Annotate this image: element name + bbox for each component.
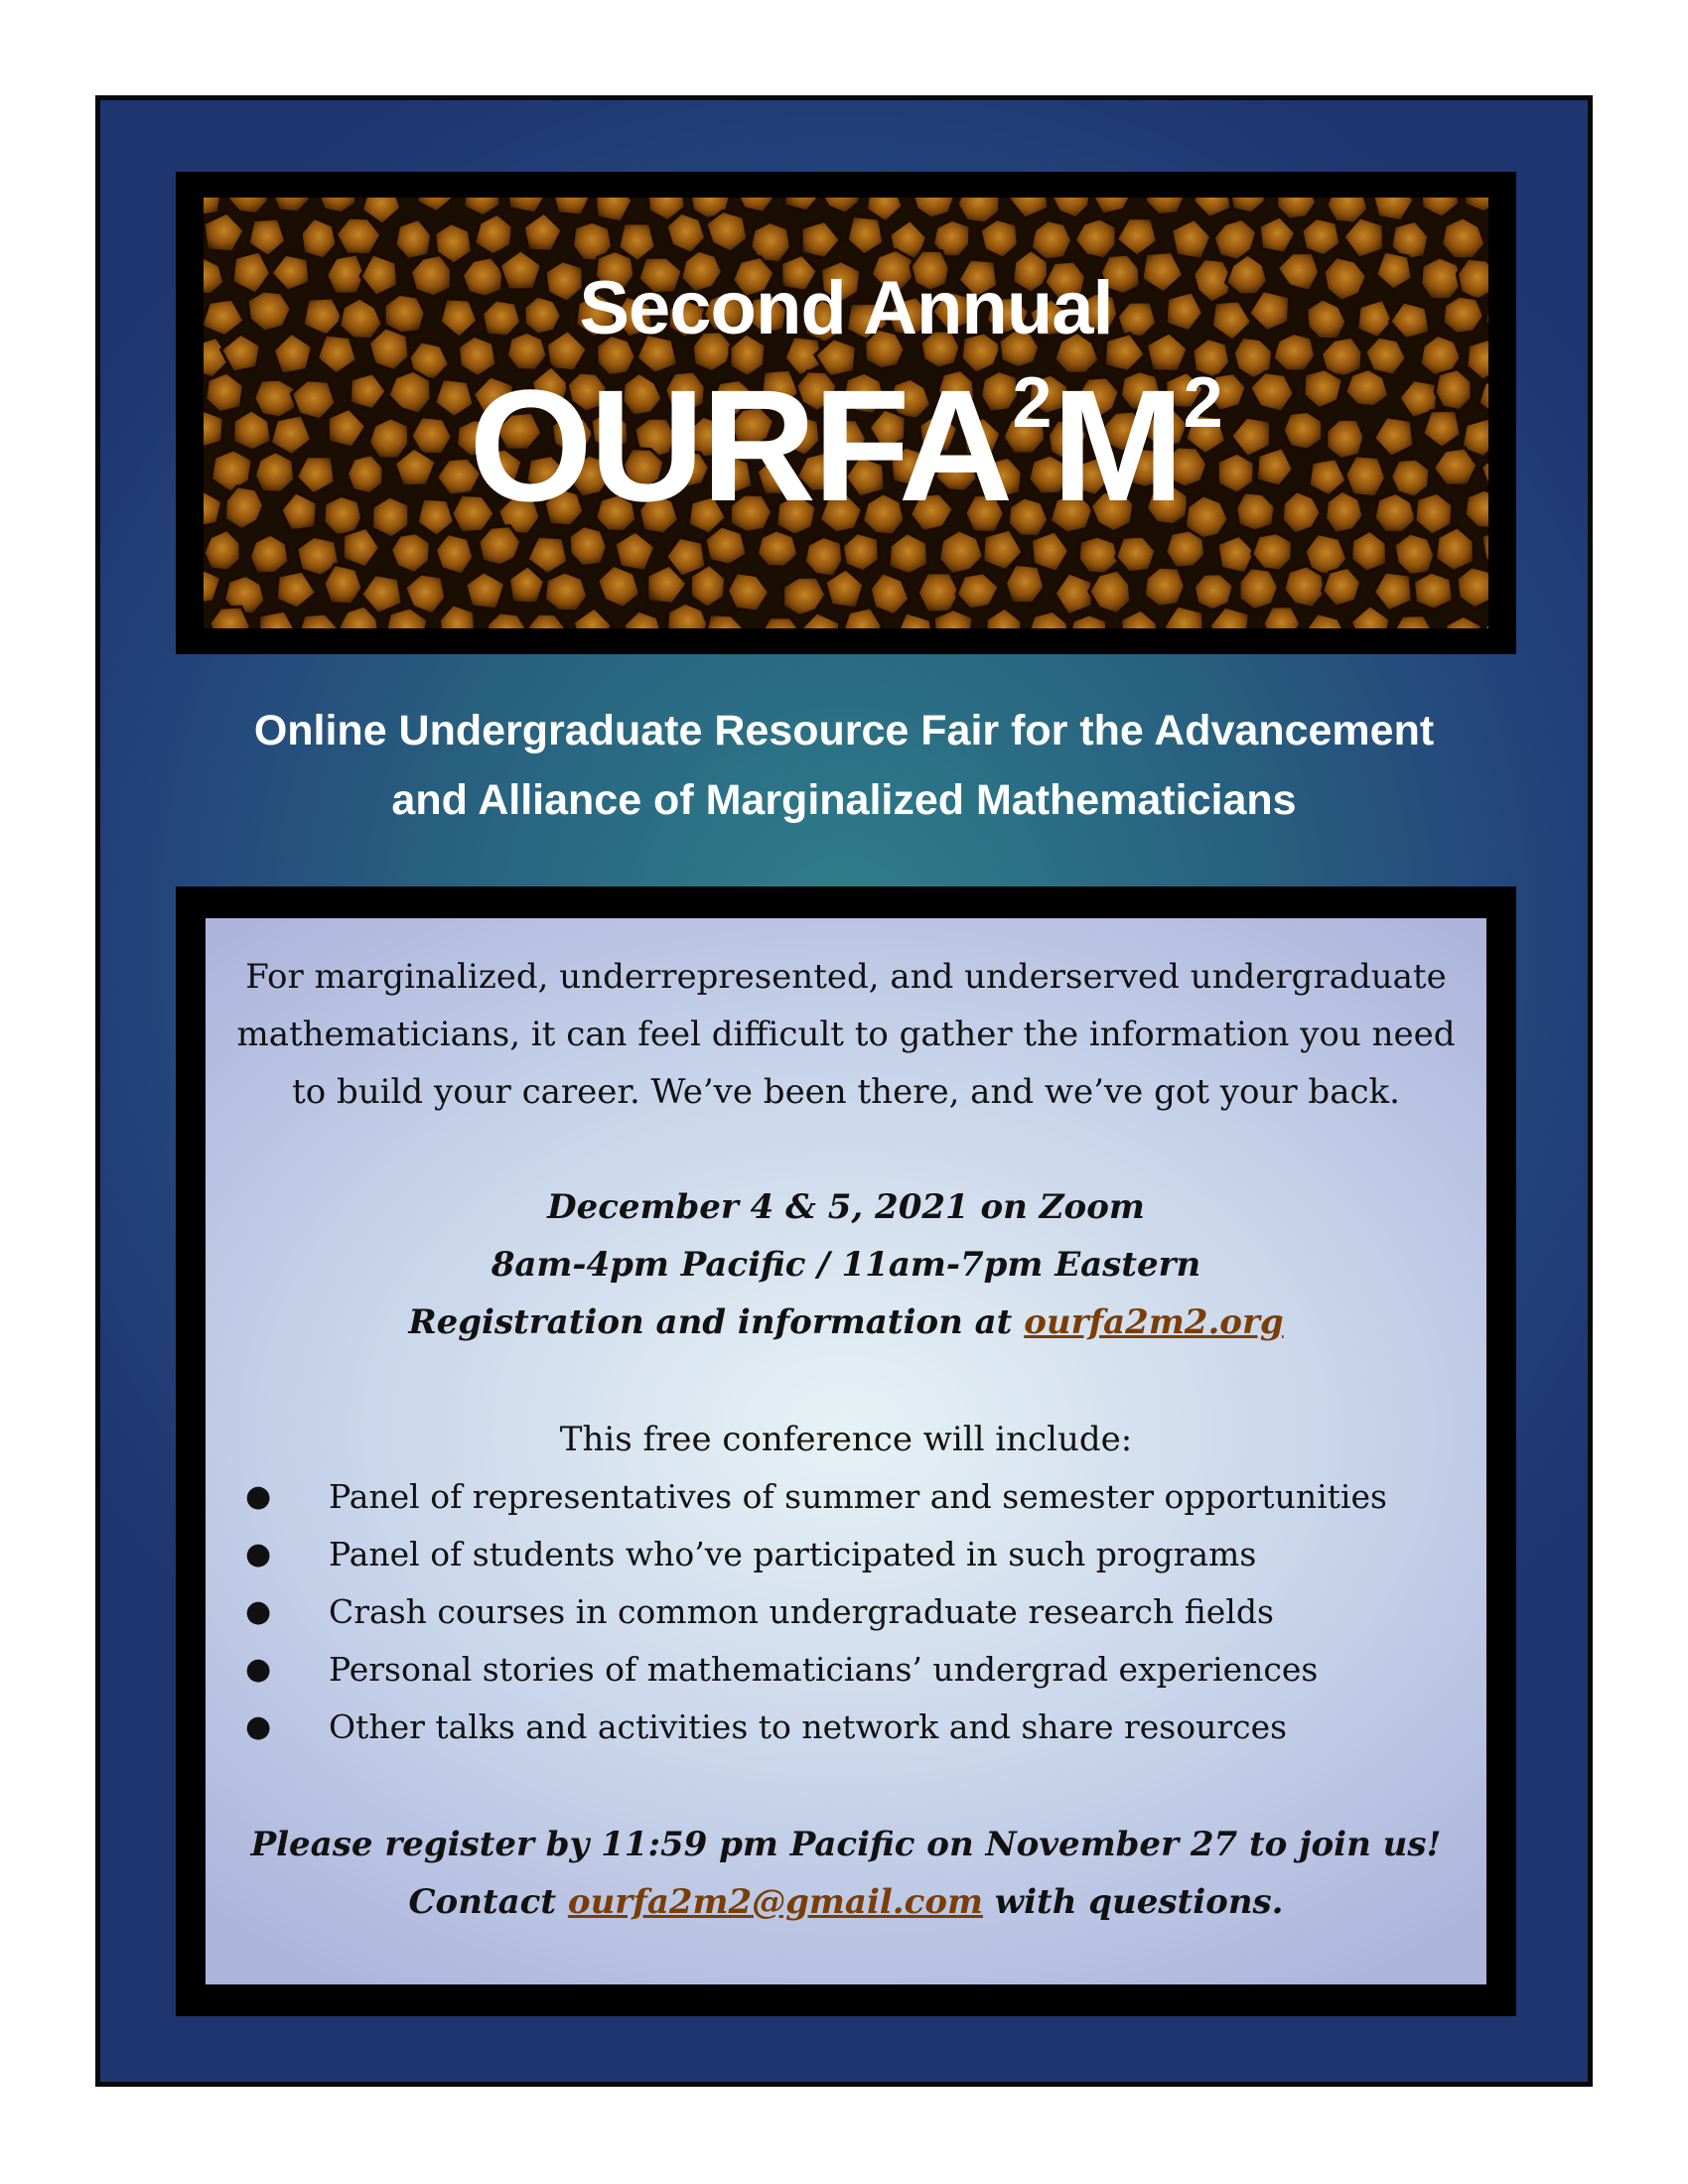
intro-line-1: For marginalized, underrepresented, and underserved undergraduate <box>245 957 1447 997</box>
list-item <box>245 1526 1467 1583</box>
event-subtitle <box>160 696 1528 835</box>
list-item <box>245 1468 1467 1526</box>
closing-notes <box>215 1816 1477 1931</box>
includes-list <box>245 1468 1467 1756</box>
list-item <box>245 1699 1467 1756</box>
bullet-icon: ● <box>245 1594 272 1629</box>
title-acronym <box>204 356 1488 534</box>
subtitle-line-2: and Alliance of Marginalized Mathematicians <box>391 776 1297 824</box>
list-item <box>245 1641 1467 1699</box>
contact-line <box>215 1873 1477 1931</box>
intro-line-3: to build your career. We’ve been there, and we’ve got your back. <box>292 1072 1400 1112</box>
list-item-text: Panel of representatives of summer and semester opportunities <box>329 1477 1387 1516</box>
acronym-part-2: M <box>1052 356 1182 534</box>
intro-line-2: mathematicians, it can feel difficult to gather the information you need <box>236 1015 1456 1054</box>
list-item-text: Personal stories of mathematicians’ undergrad experiences <box>329 1650 1319 1689</box>
contact-suffix: with questions. <box>982 1882 1284 1922</box>
registration-prefix: Registration and information at <box>408 1302 1025 1342</box>
registration-line <box>225 1294 1467 1351</box>
info-frame <box>176 887 1516 2016</box>
banner-title <box>204 198 1488 628</box>
contact-prefix: Contact <box>408 1882 568 1922</box>
includes-heading: This free conference will include: <box>559 1420 1133 1459</box>
event-details <box>225 1178 1467 1351</box>
event-times: 8am-4pm Pacific / 11am-7pm Eastern <box>491 1245 1201 1285</box>
bullet-icon: ● <box>245 1709 272 1744</box>
list-item-text: Panel of students who’ve participated in such programs <box>329 1535 1257 1573</box>
list-item-text: Other talks and activities to network and share resources <box>329 1707 1288 1746</box>
event-dates: December 4 & 5, 2021 on Zoom <box>547 1187 1145 1227</box>
intro-paragraph <box>235 948 1457 1121</box>
subtitle-line-1: Online Undergraduate Resource Fair for the Advancement <box>253 707 1435 754</box>
registration-deadline: Please register by 11:59 pm Pacific on November 27 to join us! <box>250 1825 1442 1864</box>
title-kicker: Second Annual <box>579 266 1113 350</box>
info-panel <box>206 918 1486 1984</box>
acronym-superscript-1: 2 <box>1012 363 1053 443</box>
bullet-icon: ● <box>245 1479 272 1514</box>
list-item-text: Crash courses in common undergraduate research fields <box>329 1592 1274 1631</box>
bullet-icon: ● <box>245 1652 272 1687</box>
bullet-icon: ● <box>245 1537 272 1571</box>
cell-pattern-background <box>204 198 1488 628</box>
poster <box>95 95 1593 2087</box>
acronym-part-1: OURFA <box>469 356 1011 534</box>
acronym-superscript-2: 2 <box>1183 363 1223 443</box>
title-banner <box>176 172 1516 654</box>
registration-link[interactable]: ourfa2m2.org <box>1024 1302 1284 1342</box>
list-item <box>245 1583 1467 1641</box>
contact-email-link[interactable]: ourfa2m2@gmail.com <box>567 1882 983 1922</box>
